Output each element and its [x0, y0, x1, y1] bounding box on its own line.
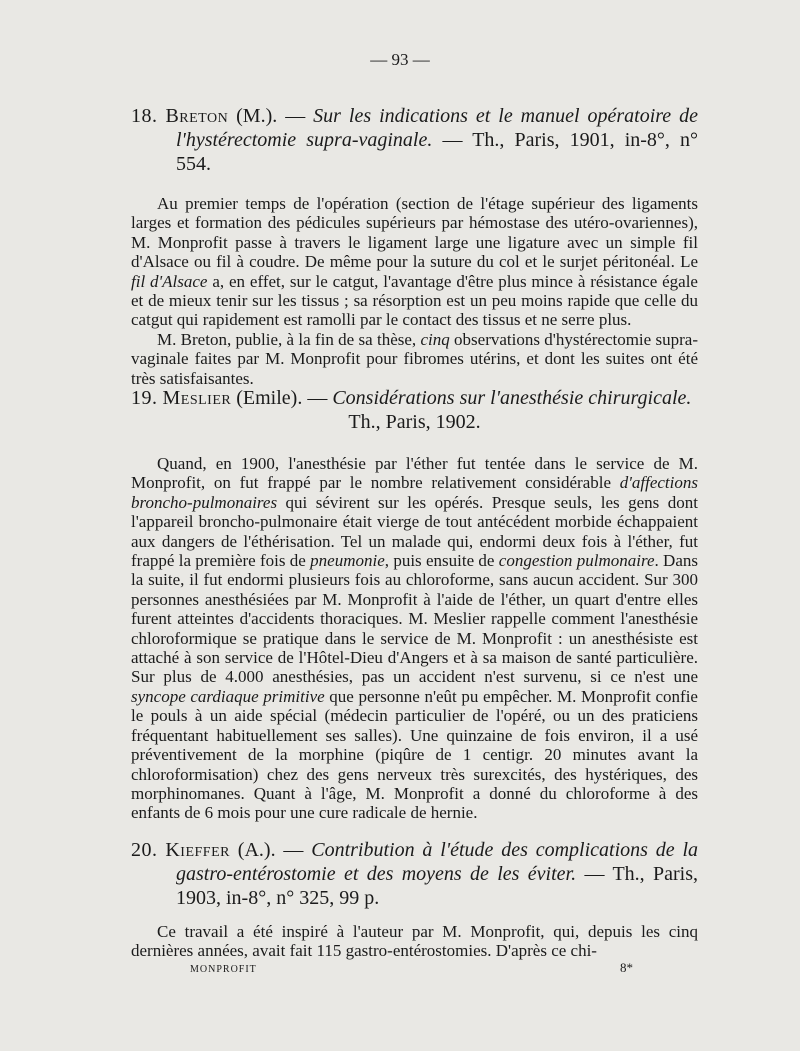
- entry-paragraph: Quand, en 1900, l'anesthésie par l'éther fut tentée dans le service de M. Monprofit, on fut frappé par le nombre relativement considérable d'affections broncho-pulmonaires qui sévirent sur les opérés. Presque seuls, les gens dont l'appareil broncho-pulmonaire était vierge de tout antécédent morbide échappaient aux dangers de l'éthérisation. Tel un malade qui, endormi deux fois à l'éther, fut frappé la première fois de pneumonie, puis ensuite de congestion pulmonaire. Dans la suite, il fut endormi plusieurs fois au chloroforme, sans aucun accident. Sur 300 personnes anesthésiées par M. Monprofit à l'aide de l'éther, un quart d'entre elles furent atteintes d'accidents thoraciques. M. Meslier rappelle comment l'anesthésie chloroformique se pratique dans le service de M. Monprofit : un anesthésiste est attaché à son service de l'Hôtel-Dieu d'Angers et à sa maison de santé particulière. Sur plus de 4.000 anesthésies, pas un accident n'est survenu, si ce n'est une syncope cardiaque primitive que personne n'eût pu empêcher. M. Monprofit confie le pouls à un aide spécial (médecin particulier de l'opéré, ou un des praticiens fréquentant habituellement ses salles). Une quinzaine de fois environ, il a usé préventivement de la morphine (piqûre de 1 centigr. 20 minutes avant la chloroformisation) chez des gens nerveux très surexcités, des hystériques, des morphinomanes. Quant à l'âge, M. Monprofit a donné du chloroforme à des enfants de 6 mois pour une cure radicale de hernie.: [131, 454, 698, 823]
- entry-heading: [131, 386, 698, 410]
- entry-title: Contribution à l'étude des complications de la gastro-entérostomie et des moyens de les éviter.: [176, 839, 699, 885]
- footer-sheet-mark: 8*: [620, 960, 633, 975]
- entry-title: Considérations sur l'anesthésie chirurgicale.: [332, 387, 692, 409]
- entry-publication: — Th., Paris, 1903, in-8°, n° 325, 99 p.: [176, 863, 698, 909]
- entry-number: 18.: [131, 105, 158, 127]
- entry-author: Breton: [165, 105, 229, 127]
- emphasis: pneumonie: [310, 551, 385, 571]
- entry-paragraph: Ce travail a été inspiré à l'auteur par M. Monprofit, qui, depuis les cinq dernières années, avait fait 115 gastro-entérostomies. D'après ce chi-: [131, 922, 698, 961]
- entry-author: Kieffer: [165, 839, 230, 861]
- entry-author: Meslier: [162, 387, 232, 409]
- emphasis: congestion pulmonaire: [498, 551, 655, 571]
- entry-author-initials: (Emile). —: [231, 387, 328, 409]
- entry-publication: Th., Paris, 1902.: [348, 411, 481, 433]
- entry-author-initials: (A.). —: [229, 839, 304, 861]
- entry-heading: [131, 104, 698, 176]
- entry-18: [131, 104, 698, 388]
- entry-number: 20.: [131, 839, 158, 861]
- entry-paragraph: Au premier temps de l'opération (section de l'étage supérieur des ligaments larges et formation des pédicules supérieurs par hémostase des utéro-ovariennes), M. Monprofit passe à travers le ligament large une ligature avec un simple fil d'Alsace ou fil à coudre. De même pour la suture du col et le surjet péritonéal. Le fil d'Alsace a, en effet, sur le catgut, l'avantage d'être plus mince à résistance égale et de mieux tenir sur les tissus ; sa résorption est un peu moins rapide que celle du catgut qui rapidement est ramolli par le contact des tissus et ne serre plus.: [131, 194, 698, 330]
- entry-19: [131, 386, 698, 823]
- entry-number: 19.: [131, 387, 158, 409]
- emphasis: syncope cardiaque primitive: [131, 686, 325, 706]
- entry-20: [131, 838, 698, 961]
- emphasis: d'affections broncho-pulmonaires: [131, 473, 698, 512]
- entry-paragraph: M. Breton, publie, à la fin de sa thèse, cinq observations d'hystérectomie supra-vaginale faites par M. Monprofit pour fibromes utérins, et dont les suites ont été très satisfaisantes.: [131, 329, 698, 388]
- entry-title: Sur les indications et le manuel opératoire de l'hystérectomie supra-vaginale.: [176, 105, 699, 151]
- entry-publication: — Th., Paris, 1901, in-8°, n° 554.: [176, 129, 699, 175]
- footer-signature: MONPROFIT: [190, 964, 257, 975]
- page-number: — 93 —: [370, 50, 430, 69]
- entry-author-initials: (M.). —: [228, 105, 306, 127]
- entry-heading: [131, 838, 698, 910]
- emphasis: fil d'Alsace: [131, 271, 208, 291]
- emphasis: cinq: [420, 329, 450, 349]
